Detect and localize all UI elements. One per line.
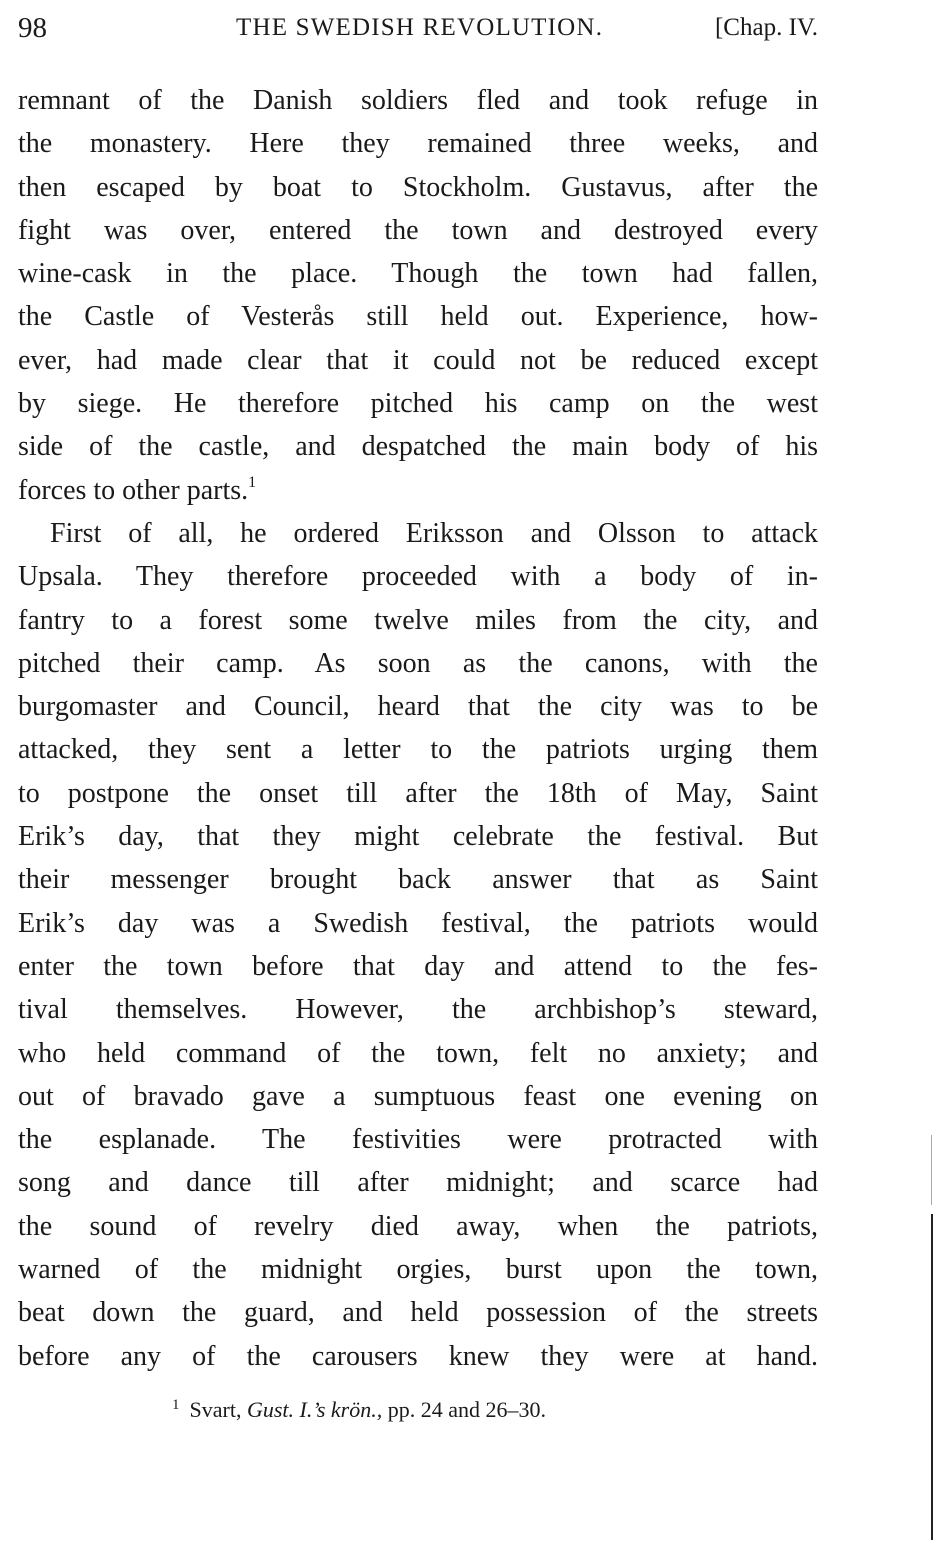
text-line: side of the castle, and despatched the main body of his (18, 431, 818, 463)
text-line: out of bravado gave a sumptuous feast one evening on (18, 1080, 818, 1112)
text-line: to postpone the onset till after the 18th of May, Saint (18, 777, 818, 809)
text-line: fantry to a forest some twelve miles from the city, and (18, 604, 818, 636)
text-line: Erik’s day was a Swedish festival, the patriots would (18, 907, 818, 939)
text-line: before any of the carousers knew they were at hand. (18, 1340, 818, 1372)
text-line: Upsala. They therefore proceeded with a body of in- (18, 561, 818, 593)
text-line: the monastery. Here they remained three weeks, and (18, 128, 818, 160)
running-title: THE SWEDISH REVOLUTION. (236, 14, 604, 41)
paragraph-2 (18, 512, 818, 1378)
text-line: fight was over, entered the town and destroyed every (18, 214, 818, 246)
scan-edge-mark (931, 1135, 932, 1205)
text-line: their messenger brought back answer that as Saint (18, 864, 818, 896)
text-line: song and dance till after midnight; and scarce had (18, 1167, 818, 1199)
text-line: by siege. He therefore pitched his camp on the west (18, 388, 818, 420)
text-line: ever, had made clear that it could not be reduced except (18, 344, 818, 376)
text-line: attacked, they sent a letter to the patriots urging them (18, 734, 818, 766)
body-text (18, 79, 818, 1378)
text-line: burgomaster and Council, heard that the city was to be (18, 691, 818, 723)
text-line: wine-cask in the place. Though the town had fallen, (18, 258, 818, 290)
page-number: 98 (18, 12, 47, 44)
text-line: pitched their camp. As soon as the canons, with the (18, 647, 818, 679)
footnote-marker: 1 (172, 1397, 180, 1413)
text-line: warned of the midnight orgies, burst upon the town, (18, 1254, 818, 1286)
text-line-with-note (18, 469, 818, 512)
footnote-work-title: Gust. I.’s krön., (246, 1397, 383, 1422)
footnote-author: Svart, (189, 1397, 242, 1422)
paragraph-1 (18, 79, 818, 512)
text-line: then escaped by boat to Stockholm. Gustavus, after the (18, 171, 818, 203)
text-line: First of all, he ordered Eriksson and Olsson to attack (50, 517, 818, 549)
footnote-reference[interactable]: 1 (248, 473, 257, 491)
text-line: tival themselves. However, the archbishop’s steward, (18, 994, 818, 1026)
scan-edge-line (931, 1214, 933, 1540)
text-line: who held command of the town, felt no anxiety; and (18, 1037, 818, 1069)
text-line: the esplanade. The festivities were protracted with (18, 1124, 818, 1156)
text-line: Erik’s day, that they might celebrate the festival. But (18, 821, 818, 853)
text-line-content: forces to other parts. (18, 474, 249, 506)
text-line: beat down the guard, and held possession of the streets (18, 1297, 818, 1329)
chapter-label: [Chap. IV. (714, 14, 818, 41)
footnote (172, 1394, 772, 1426)
text-line: remnant of the Danish soldiers fled and took refuge in (18, 85, 818, 116)
text-line: enter the town before that day and attend to the fes- (18, 950, 818, 982)
text-line: the sound of revelry died away, when the patriots, (18, 1210, 818, 1242)
footnote-pages: pp. 24 and 26–30. (387, 1397, 546, 1422)
text-line: the Castle of Vesterås still held out. Experience, how- (18, 301, 818, 333)
running-head (18, 10, 818, 46)
